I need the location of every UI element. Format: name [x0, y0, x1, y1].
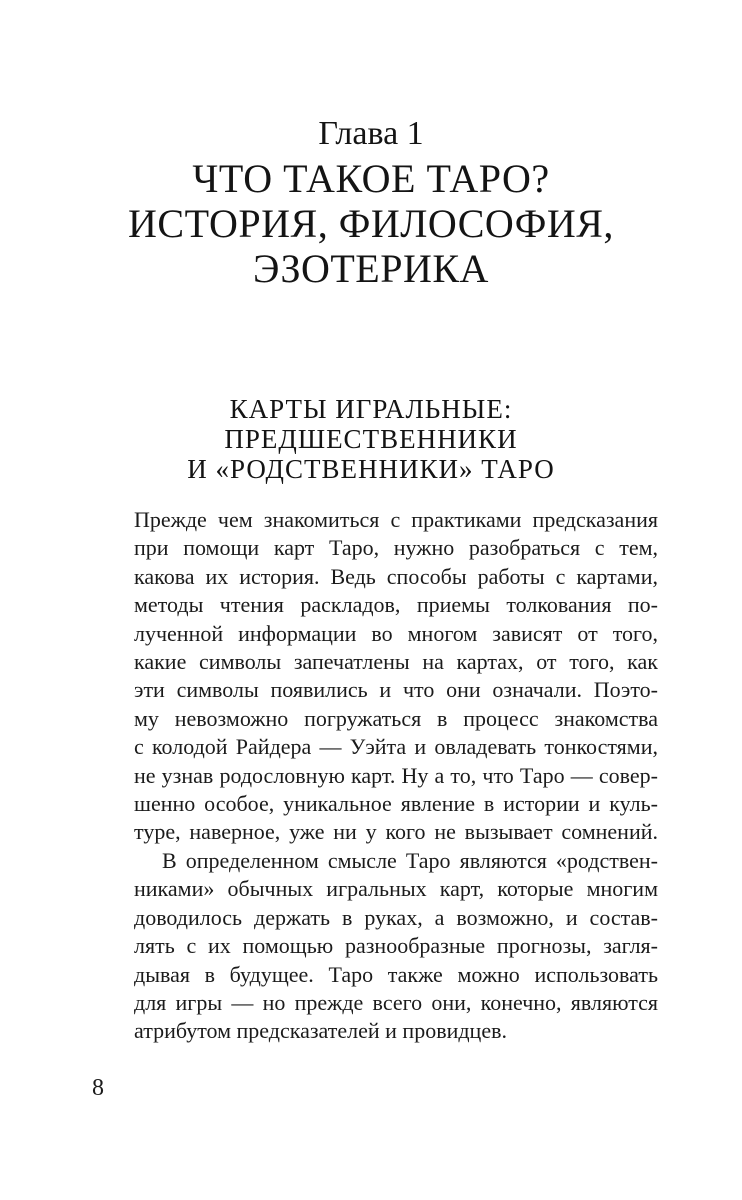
page-number: 8	[92, 1075, 104, 1101]
section-heading-line: И «РОДСТВЕННИКИ» ТАРО	[187, 454, 555, 484]
body-text	[134, 506, 658, 1046]
body-line: для игры — но прежде всего они, конечно, являются	[134, 989, 658, 1015]
body-line: шенно особое, уникальное явление в истории и куль-	[134, 791, 658, 817]
body-line: Прежде чем знакомиться с практиками предсказания	[134, 507, 658, 532]
body-line: не узнав родословную карт. Ну а то, что Таро — совер-	[134, 762, 658, 788]
chapter-title-line: ЧТО ТАКОЕ ТАРО?	[192, 156, 550, 201]
body-line: атрибутом предсказателей и провидцев.	[134, 1018, 507, 1044]
body-line: какова их история. Ведь способы работы с картами,	[134, 563, 658, 589]
chapter-title	[0, 156, 742, 291]
body-line: при помощи карт Таро, нужно разобраться с тем,	[134, 535, 658, 561]
section-heading-line: КАРТЫ ИГРАЛЬНЫЕ:	[229, 394, 513, 424]
chapter-title-line: ЭЗОТЕРИКА	[253, 246, 489, 291]
body-line: лученной информации во многом зависят от того,	[134, 620, 658, 646]
section-heading	[0, 394, 742, 484]
body-line: дывая в будущее. Таро также можно использовать	[134, 961, 658, 987]
body-line: с колодой Райдера — Уэйта и овладевать тонкостями,	[134, 734, 658, 760]
body-line: туре, наверное, уже ни у кого не вызывает сомнений.	[134, 819, 658, 845]
body-line: методы чтения раскладов, приемы толкования по-	[134, 592, 658, 618]
body-line: какие символы запечатлены на картах, от того, как	[134, 649, 658, 675]
paragraph	[134, 847, 658, 1046]
body-line: никами» обычных игральных карт, которые многим	[134, 876, 658, 902]
body-line: эти символы появились и что они означали. Поэто-	[134, 677, 658, 703]
section-heading-line: ПРЕДШЕСТВЕННИКИ	[224, 424, 518, 454]
chapter-title-line: ИСТОРИЯ, ФИЛОСОФИЯ,	[128, 201, 614, 246]
chapter-label: Глава 1	[318, 115, 424, 152]
body-line: лять с их помощью разнообразные прогнозы, загля-	[134, 933, 658, 959]
body-line: му невозможно погружаться в процесс знакомства	[134, 705, 658, 731]
body-line: доводилось держать в руках, а возможно, и состав-	[134, 904, 658, 930]
paragraph	[134, 506, 658, 847]
body-line: В определенном смысле Таро являются «родствен-	[162, 847, 658, 873]
